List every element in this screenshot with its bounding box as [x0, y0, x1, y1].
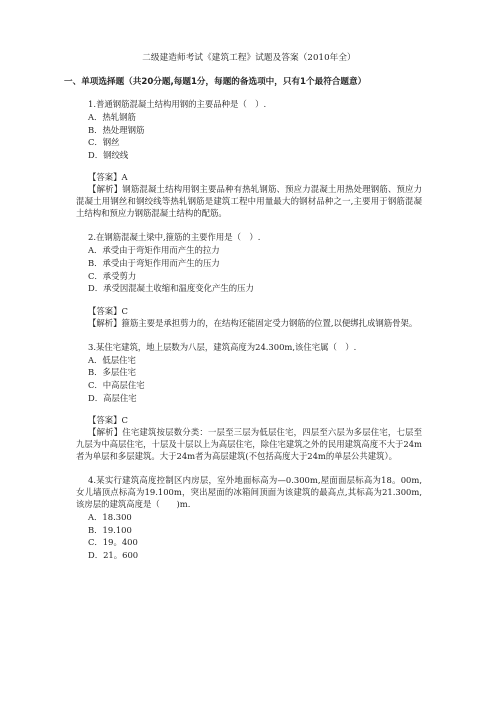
- question-stem: 4.某实行建筑高度控制区内房层，室外地面标高为—0.300m,屋面面层标高为18。00m,女儿墙顶点标高为19.100m，突出屋面的冰箱间顶面为该建筑的最高点,其标高为21.300m,该房层的建筑高度是（ )m.: [76, 475, 422, 510]
- option-b: B．热处理钢筋: [88, 124, 145, 135]
- question-stem: 1.普通钢筋混凝土结构用钢的主要品种是（ ）.: [88, 99, 267, 109]
- option-list: [88, 111, 422, 161]
- question-3: [76, 341, 422, 462]
- option-b: B．19.100: [88, 524, 132, 535]
- answer-label: 【答案】C: [88, 305, 128, 316]
- option-c: C．中高层住宅: [88, 379, 145, 390]
- option-list: [88, 244, 422, 294]
- option-d: D．钢绞线: [88, 149, 129, 160]
- option-c: C．钢丝: [88, 137, 120, 148]
- option-a: A．热轧钢筋: [88, 112, 136, 122]
- option-a: A．18.300: [88, 512, 132, 523]
- option-b: B．多层住宅: [88, 367, 137, 378]
- analysis-text: 【解析】箍筋主要是承担剪力的，在结构还能固定受力钢筋的位置,以便绑扎成钢筋骨架。: [88, 317, 418, 328]
- question-stem: 3.某住宅建筑，地上层数为八层，建筑高度为24.300m,该住宅属（ ）.: [88, 341, 357, 352]
- question-2: [76, 231, 422, 328]
- document-title: 二级建造师考试《建筑工程》试题及答案（2010年全）: [142, 53, 356, 63]
- question-4: [76, 474, 422, 561]
- option-list: [88, 354, 422, 404]
- option-a: A．承受由于弯矩作用而产生的拉力: [88, 245, 220, 256]
- option-d: D．承受因混凝土收缩和温度变化产生的压力: [88, 283, 254, 294]
- option-b: B．承受由于弯矩作用而产生的压力: [88, 257, 220, 268]
- answer-label: 【答案】C: [88, 415, 128, 426]
- option-a: A．低层住宅: [88, 354, 136, 365]
- section-heading: 一、单项选择题（共20分题,每题1分，每题的备选项中，只有1个最符合题意）: [64, 77, 367, 87]
- option-c: C．承受剪力: [88, 270, 137, 281]
- option-d: D．21。600: [88, 549, 139, 560]
- analysis-text: 【解析】钢筋混凝土结构用钢主要品种有热轧钢筋、预应力混凝土用热处理钢筋、预应力混凝土用钢丝和钢绞线等热轧钢筋是建筑工程中用量最大的钢材品种之一,主要用于钢筋混凝土结构和预应力钢筋混凝土结构的配筋。: [76, 184, 422, 219]
- question-stem: 2.在钢筋混凝土梁中,箍筋的主要作用是（ ）.: [88, 232, 261, 243]
- answer-label: 【答案】A: [88, 172, 128, 183]
- option-d: D．高层住宅: [88, 392, 137, 403]
- option-list: [88, 511, 422, 561]
- question-1: [76, 98, 422, 219]
- option-c: C．19。400: [88, 537, 138, 548]
- analysis-text: 【解析】住宅建筑按层数分类：一层至三层为低层住宅，四层至六层为多层住宅，七层至九层为中高层住宅，十层及十层以上为高层住宅，除住宅建筑之外的民用建筑高度不大于24m者为单层和多层建筑。大于24m者为高层建筑(不包括高度大于24m的单层公共建筑）。: [76, 427, 422, 462]
